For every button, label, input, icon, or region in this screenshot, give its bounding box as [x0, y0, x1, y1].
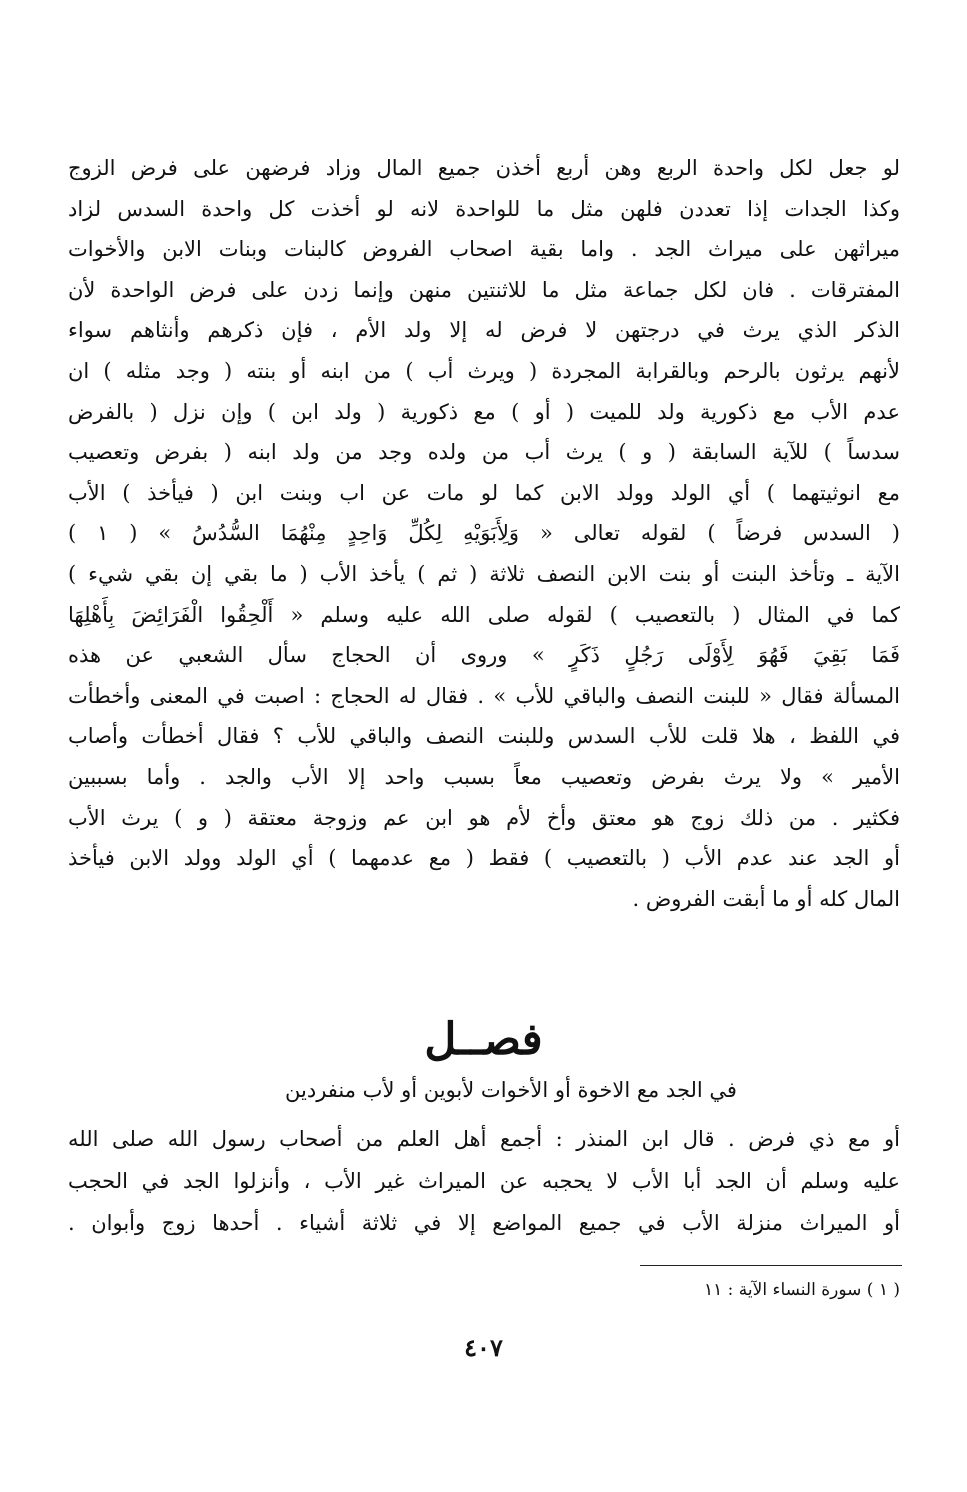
section-text-block	[68, 1118, 900, 1244]
text-line: عدم الأب مع ذكورية ولد للميت ( أو ) مع ذكورية ( ولد ابن ) وإن نزل ( بالفرض	[68, 399, 900, 424]
text-line: وكذا الجدات إذا تعددن فلهن مثل ما للواحدة لانه لو أخذت كل واحدة السدس لزاد	[68, 196, 900, 221]
section-text-line: أو الميراث منزلة الأب في جميع المواضع إلا في ثلاثة أشياء . أحدها زوج وأبوان .	[68, 1211, 900, 1235]
section-heading: فصــل	[424, 1014, 543, 1065]
text-line: كما في المثال ( بالتعصيب ) لقوله صلى الله عليه وسلم « أَلْحِقُوا الْفَرَائِضَ بِأَهْلِهَا	[68, 602, 900, 627]
text-line: المفترقات . فان لكل جماعة مثل ما للاثنتين منهن وإنما زدن على فرض الواحدة لأن	[68, 277, 900, 302]
text-line: ميراثهن على ميراث الجد . واما بقية اصحاب الفروض كالبنات وبنات الابن والأخوات	[68, 237, 900, 262]
footnote-divider	[640, 1265, 902, 1266]
text-line: فكثير . من ذلك زوج هو معتق وأخ لأم هو ابن عم وزوجة معتقة ( و ) يرث الأب	[68, 805, 900, 830]
text-line: المسألة فقال « للبنت النصف والباقي للأب » . فقال له الحجاج : اصبت في المعنى وأخطأت	[68, 683, 900, 708]
section-text-line: عليه وسلم أن الجد أبا الأب لا يحجبه عن الميراث غير الأب ، وأنزلوا الجد في الحجب	[68, 1169, 900, 1193]
text-line: المال كله أو ما أبقت الفروض .	[632, 886, 900, 911]
text-line: سدساً ) للآية السابقة ( و ) يرث أب من ولده وجد من ولد ابنه ( بفرض وتعصيب	[68, 440, 900, 465]
main-text-block	[68, 148, 900, 919]
text-line: فَمَا بَقِيَ فَهُوَ لِأَوْلَى رَجُلٍ ذَكَرٍ » وروى أن الحجاج سأل الشعبي عن هذه	[68, 643, 900, 668]
text-line: الأمير » ولا يرث بفرض وتعصيب معاً بسبب واحد إلا الأب والجد . وأما بسببين	[68, 764, 900, 789]
text-line: مع انوثيتهما ) أي الولد وولد الابن كما لو مات عن اب وبنت ابن ( فيأخذ ) الأب	[68, 480, 900, 505]
text-line: في اللفظ ، هلا قلت للأب السدس وللبنت النصف والباقي للأب ؟ فقال أخطأت وأصاب	[68, 724, 900, 749]
section-subheading: في الجد مع الاخوة أو الأخوات لأبوين أو لأب منفردين	[285, 1078, 737, 1102]
text-line: ( السدس فرضاً ) لقوله تعالى « وَلِأَبَوَيْهِ لِكُلِّ وَاحِدٍ مِنْهُمَا السُّدُسُ » ( ١ )	[68, 521, 900, 546]
section-text-line: أو مع ذي فرض . قال ابن المنذر : أجمع أهل العلم من أصحاب رسول الله صلى الله	[68, 1127, 900, 1151]
page-number: ٤٠٧	[464, 1333, 503, 1362]
footnote: ( ١ ) سورة النساء الآية : ١١	[703, 1280, 900, 1300]
text-line: أو الجد عند عدم الأب ( بالتعصيب ) فقط ( مع عدمهما ) أي الولد وولد الابن فيأخذ	[68, 846, 900, 871]
text-line: لو جعل لكل واحدة الربع وهن أربع أخذن جميع المال وزاد فرضهن على فرض الزوج	[68, 156, 900, 180]
text-line: الآية ـ وتأخذ البنت أو بنت الابن النصف ثلاثة ( ثم ) يأخذ الأب ( ما بقي إن بقي شيء )	[68, 561, 900, 586]
text-line: الذكر الذي يرث في درجتهن لا فرض له إلا ولد الأم ، فإن ذكرهم وأنثاهم سواء	[68, 318, 900, 343]
text-line: لأنهم يرثون بالرحم وبالقرابة المجردة ( ويرث أب ) من ابنه أو بنته ( وجد مثله ) ان	[68, 358, 900, 383]
